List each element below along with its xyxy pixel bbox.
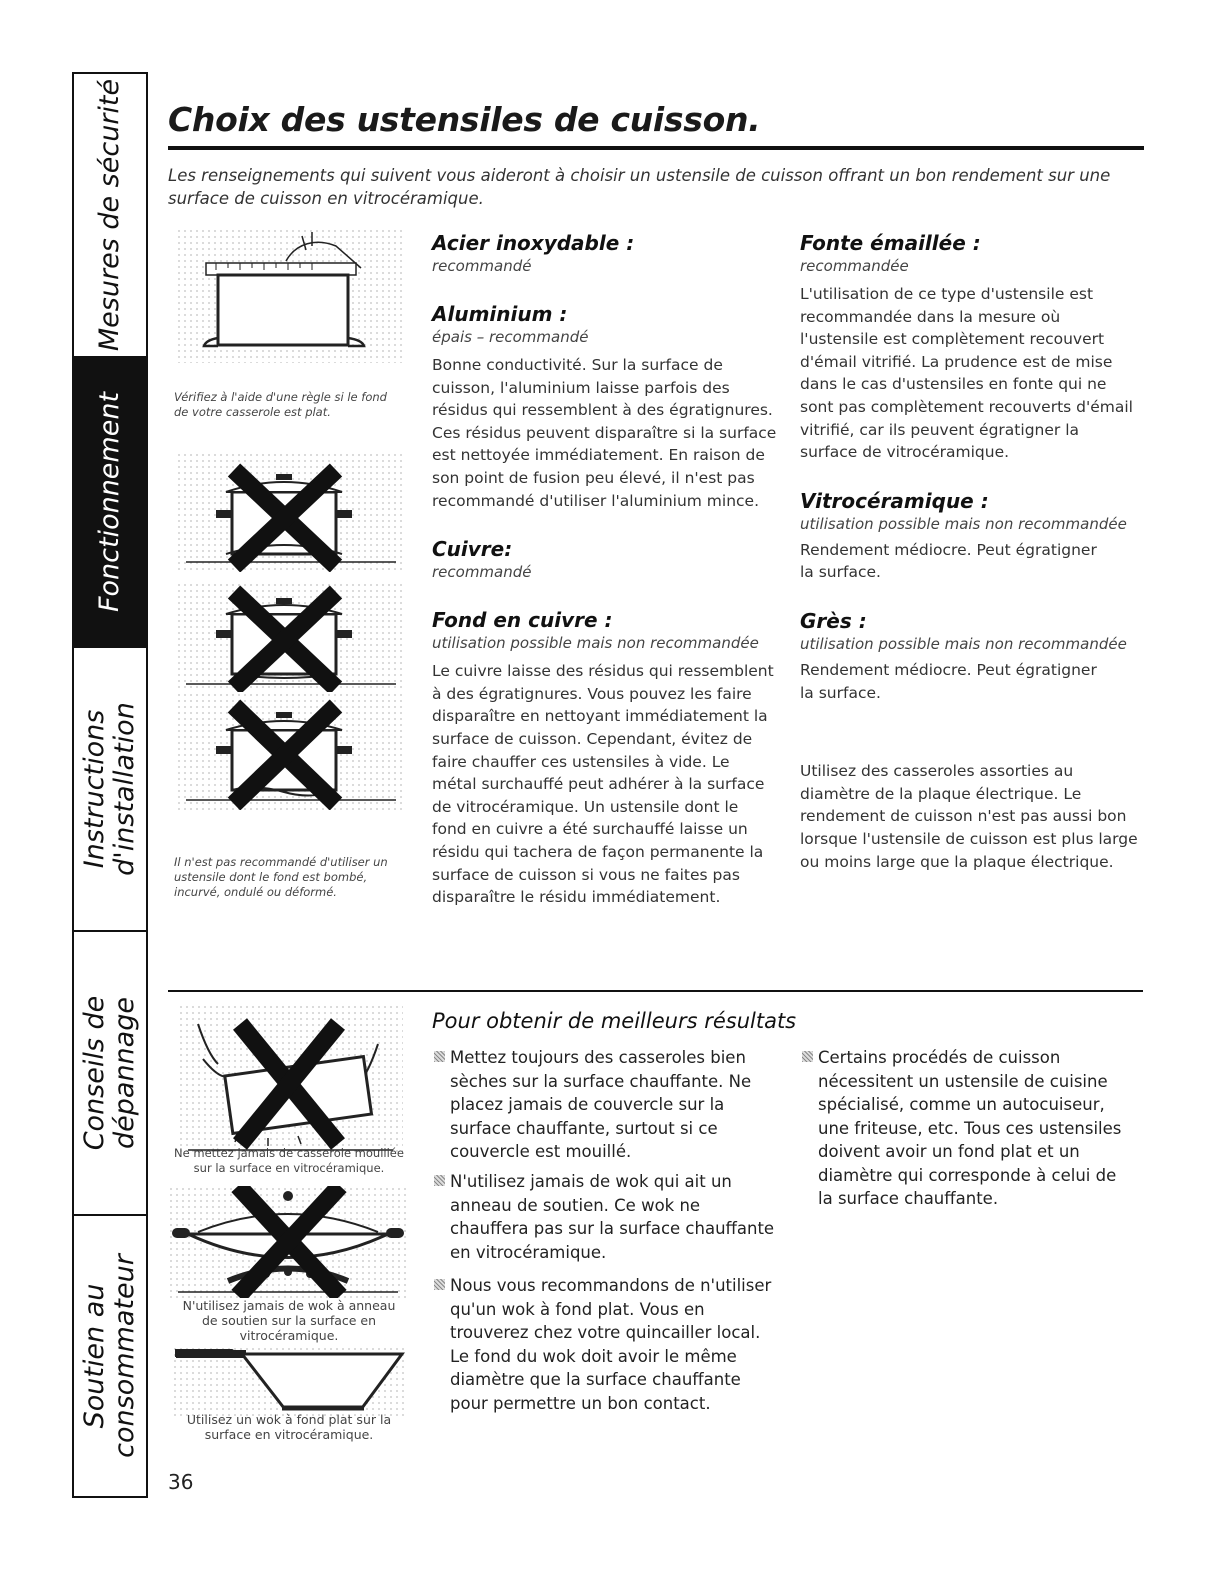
tips-heading: Pour obtenir de meilleurs résultats <box>432 1009 797 1033</box>
bullet-icon <box>802 1051 813 1062</box>
warped-pan-3-illustration <box>176 692 406 810</box>
heading-vitro: Vitrocéramique : <box>800 488 989 513</box>
heading-fonte: Fonte émaillée : <box>800 231 981 255</box>
text-aluminium: Bonne conductivité. Sur la surface de cuisson, l'aluminium laisse parfois des résidus qui ressemblent à des égratignures. Ces résidus peuvent disparaître si la surface est nettoyée immédiatement. En raison de son point de fusion peu élevé, il n'est pas recommandé d'utiliser l'aluminium mince. <box>432 356 777 510</box>
caption-wet: Ne mettez jamais de casserole mouillée sur la surface en vitrocéramique. <box>174 1146 404 1175</box>
title-rule <box>168 146 1144 150</box>
rating-gres: utilisation possible mais non recommandée <box>800 634 1127 653</box>
tab-label: Fonctionnement <box>94 391 125 613</box>
section-rule <box>168 990 1143 992</box>
text-gres: Rendement médiocre. Peut égratigner la surface. <box>800 660 1097 702</box>
rating-fonte: recommandée <box>800 257 909 275</box>
tip-text: Nous vous recommandons de n'utiliser qu'un wok à fond plat. Vous en trouverez chez votre quincailler local. Le fond du wok doit avoir le même diamètre que la surface chauffante pour permettre un bon contact. <box>450 1276 772 1413</box>
warped-pan-2-illustration <box>176 582 406 692</box>
tab-mesures-de-securite[interactable] <box>74 74 146 358</box>
tip-item <box>432 1274 777 1415</box>
rating-aluminium: épais – recommandé <box>432 328 589 346</box>
tab-instructions-installation[interactable] <box>74 648 146 932</box>
tab-label: Conseils de dépannage <box>79 995 140 1151</box>
pan-ruler-illustration <box>176 228 406 363</box>
text-fonte: L'utilisation de ce type d'ustensile est recommandée dans la mesure où l'ustensile est complètement recouvert d'émail vitrifié. La prudence est de mise dans le cas d'ustensiles en fonte qui ne sont pas complètement recouverts d'émail vitrifié, car ils peuvent égratigner la surface de vitrocéramique. <box>800 285 1133 462</box>
heading-acier: Acier inoxydable : <box>432 231 635 255</box>
bullet-icon <box>434 1279 445 1290</box>
tab-label: Mesures de sécurité <box>94 78 125 352</box>
section-tabs <box>72 72 148 1498</box>
rating-cuivre: recommandé <box>432 563 532 582</box>
wok-ring-illustration <box>168 1186 408 1298</box>
materials-column-3 <box>800 230 1140 873</box>
tab-conseils-depannage[interactable] <box>74 932 146 1216</box>
text-fond-cuivre: Le cuivre laisse des résidus qui ressemblent à des égratignures. Vous pouvez les faire disparaître en nettoyant immédiatement la surface de cuisson. Cependant, évitez de faire chauffer ces ustensiles à vide. Le métal surchauffé peut adhérer à la surface de vitrocéramique. Un ustensile dont le fond en cuivre a été surchauffé laisse un résidu qui tachera de façon permanente la surface de cuisson si vous ne faites pas disparaître le résidu immédiatement. <box>432 662 774 907</box>
heading-aluminium: Aluminium : <box>432 302 568 326</box>
text-size-note: Utilisez des casseroles assorties au diamètre de la plaque électrique. Le rendement de cuisson n'est pas aussi bon lorsque l'ustensile de cuisson est plus large ou moins large que la plaque électrique. <box>800 762 1138 871</box>
tip-item <box>432 1170 777 1264</box>
flat-wok-illustration <box>172 1346 407 1416</box>
tip-text: Certains procédés de cuisson nécessitent un ustensile de cuisine spécialisé, comme un autocuiseur, une friteuse, etc. Tous ces ustensiles doivent avoir un fond plat et un diamètre qui corresponde à celui de la surface chauffante. <box>818 1048 1122 1208</box>
warped-pan-1-illustration <box>176 452 406 572</box>
tab-label: Soutien au consommateur <box>79 1254 140 1458</box>
tab-fonctionnement[interactable] <box>74 358 146 648</box>
tip-text: Mettez toujours des casseroles bien sèches sur la surface chauffante. Ne placez jamais de couvercle sur la surface chauffante, surtout si ce couvercle est mouillé. <box>450 1048 752 1161</box>
page-title: Choix des ustensiles de cuisson. <box>168 100 761 139</box>
materials-column-2 <box>432 230 777 909</box>
heading-fond-cuivre: Fond en cuivre : <box>432 608 613 633</box>
text-vitro: Rendement médiocre. Peut égratigner la surface. <box>800 540 1097 582</box>
caption-warped: Il n'est pas recommandé d'utiliser un ustensile dont le fond est bombé, incurvé, ondulé ou déformé. <box>174 855 388 899</box>
bullet-icon <box>434 1175 445 1186</box>
caption-ruler: Vérifiez à l'aide d'une règle si le fond de votre casserole est plat. <box>174 390 387 419</box>
intro-text: Les renseignements qui suivent vous aideront à choisir un ustensile de cuisson offrant un bon rendement sur une surface de cuisson en vitrocéramique. <box>168 166 1111 208</box>
tip-item <box>432 1046 777 1164</box>
heading-gres: Grès : <box>800 608 867 633</box>
rating-fond-cuivre: utilisation possible mais non recommandée <box>432 634 759 653</box>
tab-soutien-consommateur[interactable] <box>74 1216 146 1496</box>
rating-acier: recommandé <box>432 257 532 275</box>
rating-vitro: utilisation possible mais non recommandée <box>800 514 1127 533</box>
page-number: 36 <box>168 1470 194 1494</box>
tab-label: Instructions d'installation <box>79 702 140 876</box>
tip-item <box>800 1046 1130 1211</box>
caption-wok-flat: Utilisez un wok à fond plat sur la surface en vitrocéramique. <box>186 1412 392 1442</box>
wet-pan-illustration <box>178 1004 403 1154</box>
heading-cuivre: Cuivre: <box>432 537 513 562</box>
tip-text: N'utilisez jamais de wok qui ait un anneau de soutien. Ce wok ne chauffera pas sur la surface chauffante en vitrocéramique. <box>450 1172 775 1262</box>
bullet-icon <box>434 1051 445 1062</box>
caption-wok-ring: N'utilisez jamais de wok à anneau de soutien sur la surface en vitrocéramique. <box>182 1298 396 1343</box>
